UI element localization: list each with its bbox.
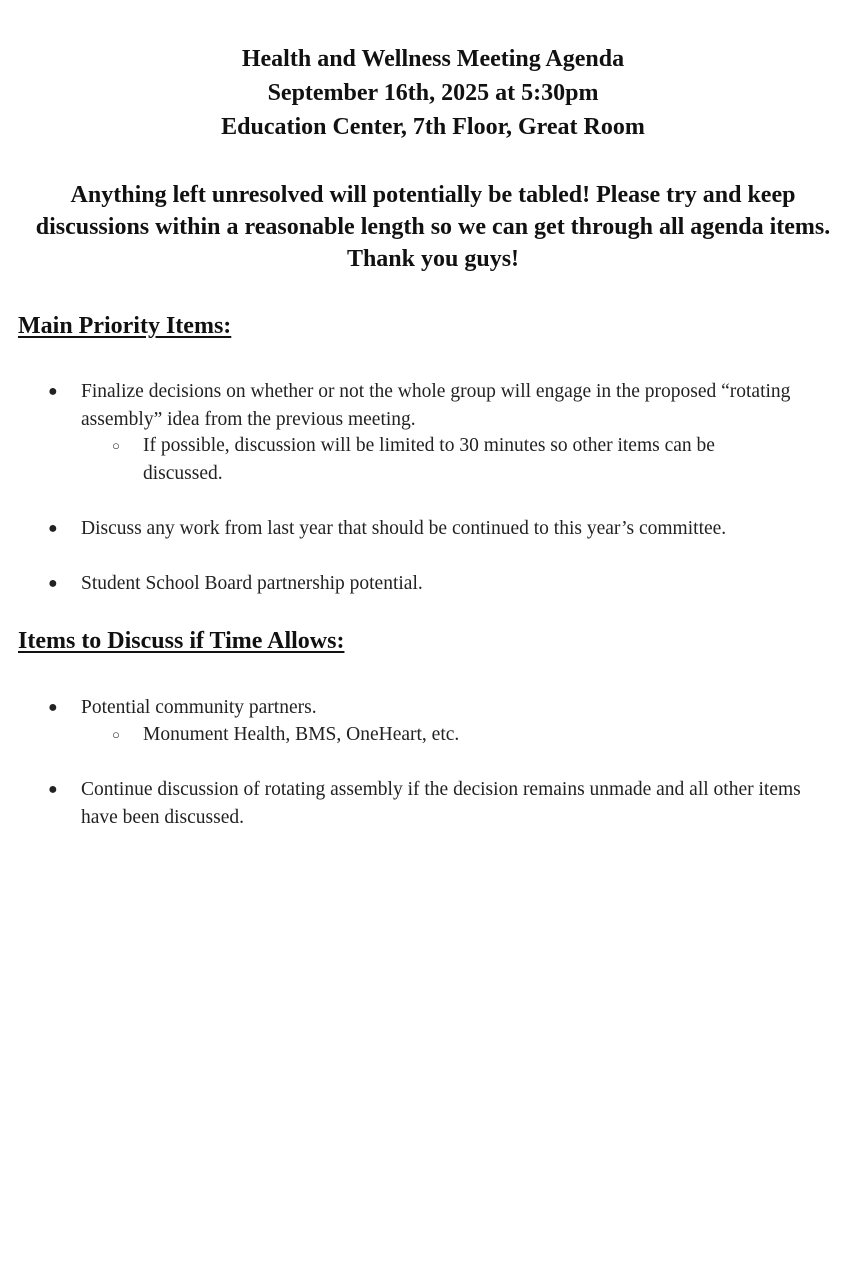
notice-line: Thank you guys! xyxy=(346,246,520,272)
section-heading-time-allows: Items to Discuss if Time Allows: xyxy=(18,628,345,654)
bullet-icon: ● xyxy=(48,699,58,716)
notice-line: Anything left unresolved will potentially be tabled! Please try and keep xyxy=(70,182,796,208)
list-item-text: Discuss any work from last year that should be continued to this year’s committee. xyxy=(81,518,727,539)
sub-list-item-text: If possible, discussion will be limited to 30 minutes so other items can be discussed. xyxy=(143,435,715,484)
bullet-icon: ● xyxy=(48,520,58,537)
section-heading-main-priority: Main Priority Items: xyxy=(18,313,232,339)
document-title: Health and Wellness Meeting Agenda xyxy=(241,46,625,72)
notice-line: discussions within a reasonable length so we can get through all agenda items. xyxy=(35,214,831,240)
hollow-bullet-icon: ○ xyxy=(112,727,120,742)
meeting-location: Education Center, 7th Floor, Great Room xyxy=(221,114,645,140)
list-item-text: Continue discussion of rotating assembly if the decision remains unmade and all other items have been discussed. xyxy=(81,779,801,828)
document-header xyxy=(0,42,866,144)
meeting-date: September 16th, 2025 at 5:30pm xyxy=(267,80,599,106)
bullet-icon: ● xyxy=(48,575,58,592)
bullet-icon: ● xyxy=(48,781,58,798)
notice-paragraph xyxy=(0,179,866,275)
list-item-text: Potential community partners. xyxy=(81,697,317,718)
list-item-text: Finalize decisions on whether or not the whole group will engage in the proposed “rotating assembly” idea from the previous meeting. xyxy=(81,381,791,430)
list-item-text: Student School Board partnership potential. xyxy=(81,573,423,594)
hollow-bullet-icon: ○ xyxy=(112,438,120,453)
sub-list-item-text: Monument Health, BMS, OneHeart, etc. xyxy=(143,724,460,745)
bullet-icon: ● xyxy=(48,383,58,400)
